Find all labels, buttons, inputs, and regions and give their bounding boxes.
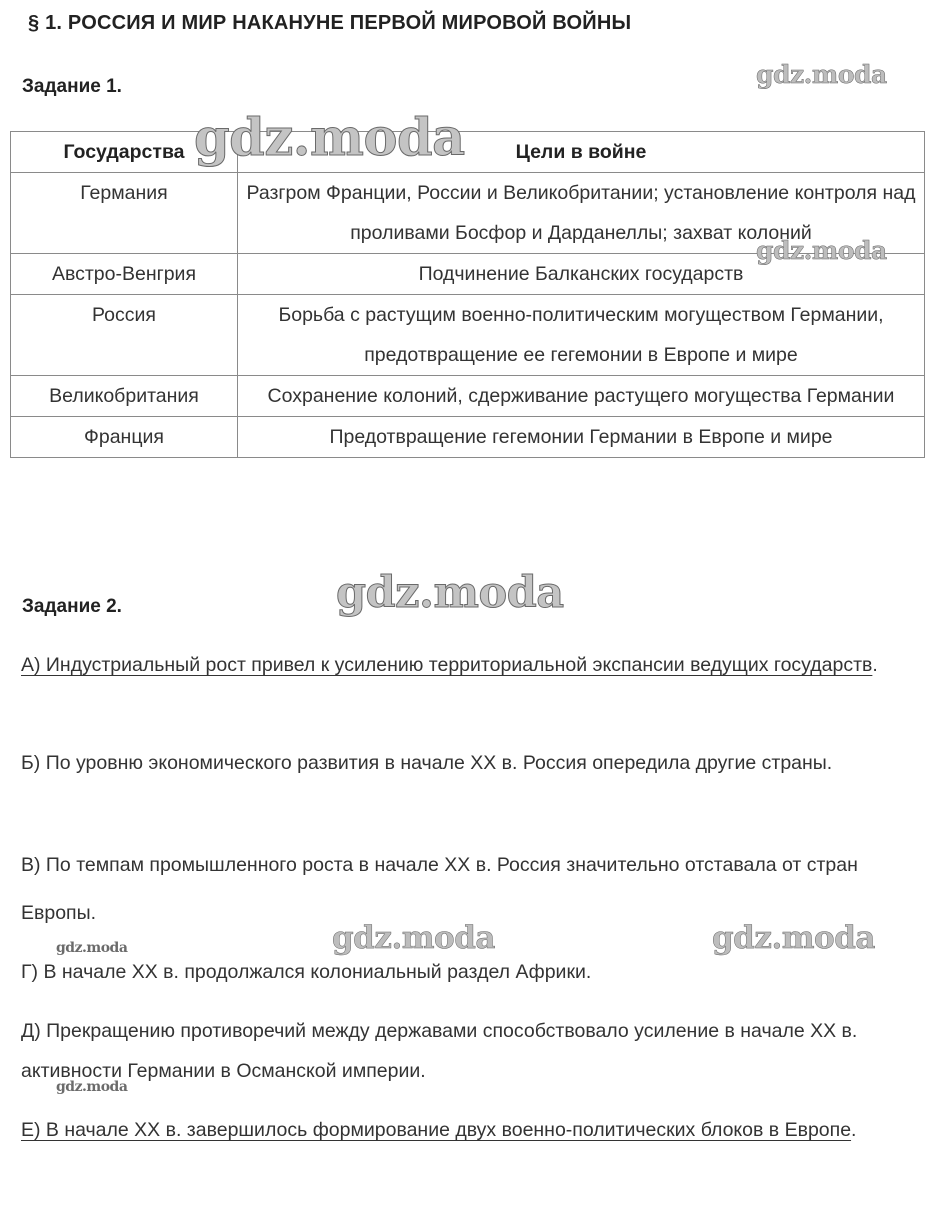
statement-a-suffix: . <box>872 654 878 676</box>
statement-b-text: Б) По уровню экономического развития в начале XX в. Россия опередила другие страны. <box>21 752 833 774</box>
page-title: § 1. РОССИЯ И МИР НАКАНУНЕ ПЕРВОЙ МИРОВОЙ ВОЙНЫ <box>28 12 632 34</box>
watermark: gdz.moda <box>756 60 887 89</box>
table-header-goal: Цели в войне <box>238 132 925 173</box>
table-row <box>11 417 925 458</box>
watermark: gdz.moda <box>56 1079 128 1095</box>
statement-g <box>21 952 921 992</box>
statement-a-text: А) Индустриальный рост привел к усилению территориальной экспансии ведущих государств <box>21 654 873 676</box>
table-cell-state: Франция <box>11 417 238 458</box>
table-cell-goal: Разгром Франции, России и Великобритании; установление контроля над проливами Босфор и Дарданеллы; захват колоний <box>238 173 925 254</box>
table-row <box>11 376 925 417</box>
statement-g-text: Г) В начале XX в. продолжался колониальный раздел Африки. <box>21 961 592 983</box>
statement-d <box>21 1011 921 1091</box>
table-cell-goal: Борьба с растущим военно-политическим могуществом Германии, предотвращение ее гегемонии в Европе и мире <box>238 295 925 376</box>
table-header-row <box>11 132 925 173</box>
statement-e-suffix: . <box>851 1119 857 1141</box>
watermark: gdz.moda <box>332 920 495 956</box>
statement-d-text: Д) Прекращению противоречий между державами способствовало усиление в начале XX в. активности Германии в Османской империи. <box>21 1020 858 1082</box>
task2-title: Задание 2. <box>22 596 122 617</box>
statement-v-text: В) По темпам промышленного роста в начале XX в. Россия значительно отставала от стран Европы. <box>21 854 858 924</box>
watermark: gdz.moda <box>56 940 128 956</box>
statement-a <box>21 645 921 685</box>
watermark: gdz.moda <box>194 108 465 168</box>
table-cell-goal: Предотвращение гегемонии Германии в Европе и мире <box>238 417 925 458</box>
task1-title: Задание 1. <box>22 76 122 97</box>
table-cell-state: Россия <box>11 295 238 376</box>
watermark: gdz.moda <box>336 568 564 618</box>
watermark: gdz.moda <box>712 920 875 956</box>
table-cell-goal: Подчинение Балканских государств <box>238 254 925 295</box>
table-cell-state: Великобритания <box>11 376 238 417</box>
table-cell-state: Австро-Венгрия <box>11 254 238 295</box>
goals-table <box>10 131 925 458</box>
table-row <box>11 295 925 376</box>
statement-b <box>21 743 921 783</box>
table-header-state: Государства <box>11 132 238 173</box>
table-cell-state: Германия <box>11 173 238 254</box>
watermark: gdz.moda <box>756 236 887 265</box>
statement-e-text: Е) В начале XX в. завершилось формирование двух военно-политических блоков в Европе <box>21 1119 852 1141</box>
statement-e <box>21 1110 921 1150</box>
table-cell-goal: Сохранение колоний, сдерживание растущего могущества Германии <box>238 376 925 417</box>
